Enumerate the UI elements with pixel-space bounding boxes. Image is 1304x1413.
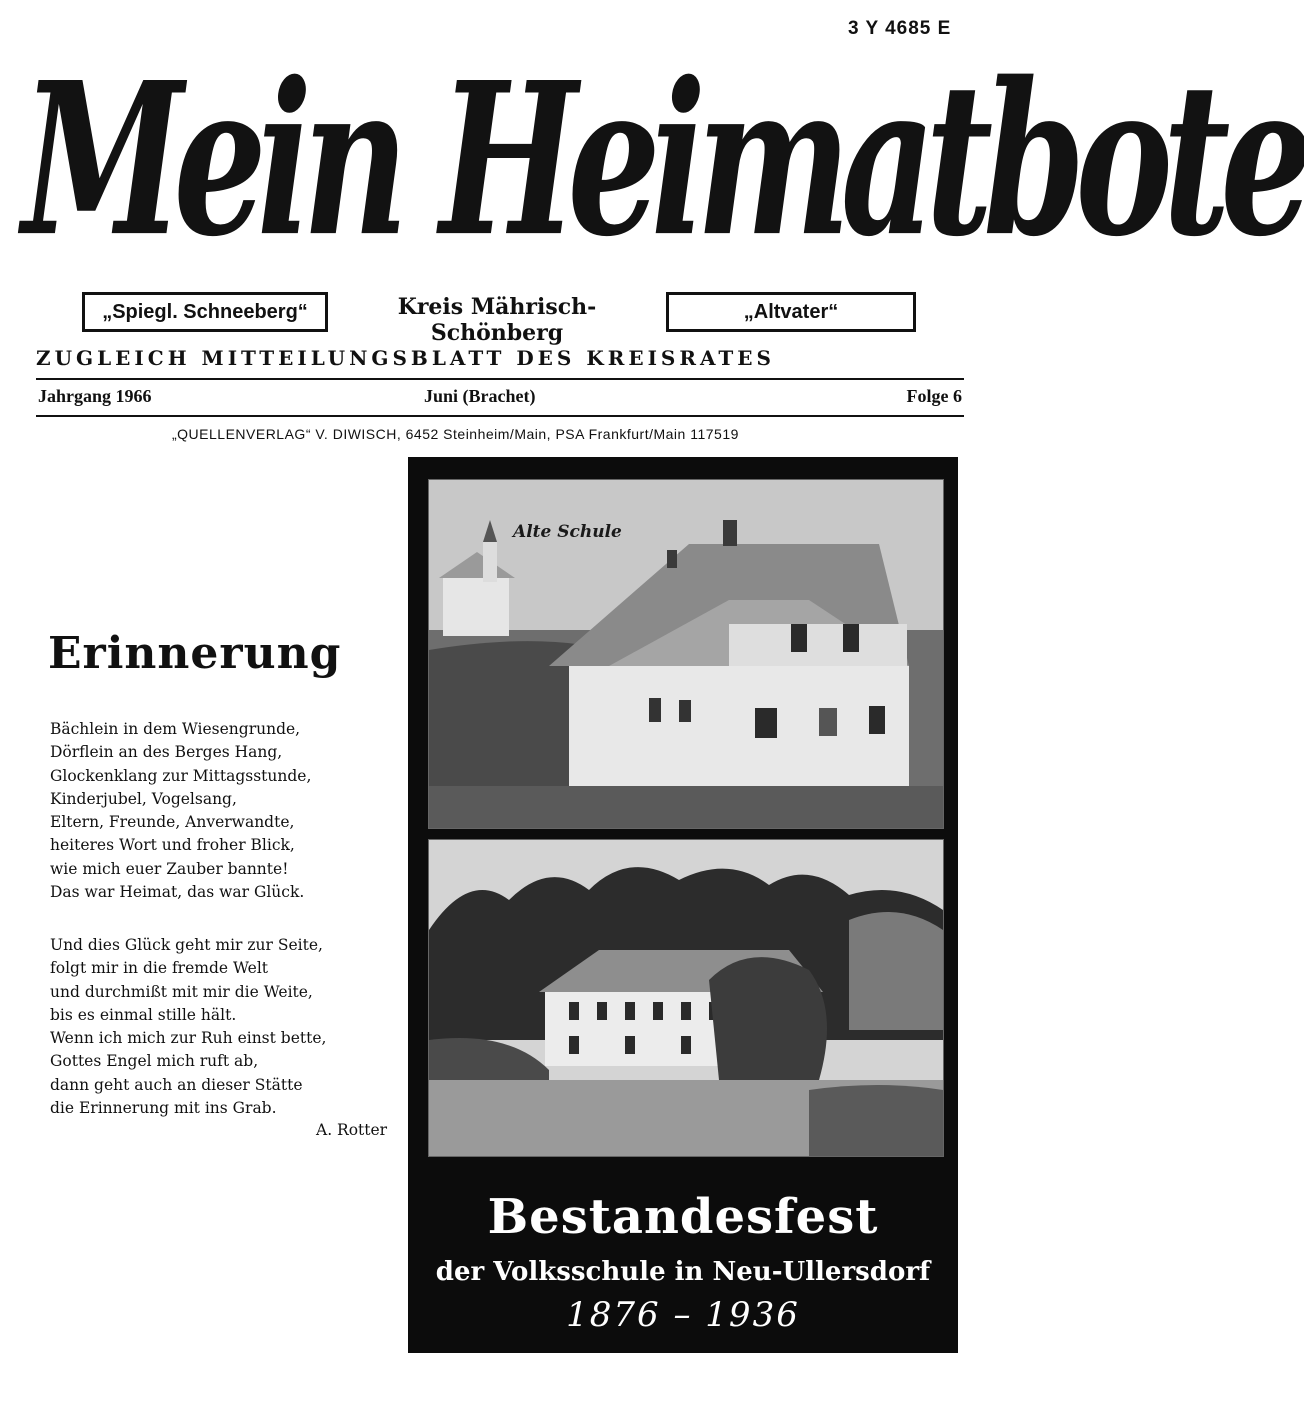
poem-line: Das war Heimat, das war Glück. xyxy=(50,883,305,902)
poem-stanza-1 xyxy=(50,718,311,904)
poem-line: Kinderjubel, Vogelsang, xyxy=(50,789,237,808)
poem-line: dann geht auch an dieser Stätte xyxy=(50,1075,303,1094)
publisher-line: „QUELLENVERLAG“ V. DIWISCH, 6452 Steinheim/Main, PSA Frankfurt/Main 117519 xyxy=(172,426,739,442)
poem-title: Erinnerung xyxy=(48,628,342,679)
poem-line: Eltern, Freunde, Anverwandte, xyxy=(50,813,295,832)
poem-line: bis es einmal stille hält. xyxy=(50,1005,237,1024)
photo-caption: Alte Schule xyxy=(513,522,622,542)
poem-author: A. Rotter xyxy=(316,1121,388,1139)
event-title: Bestandesfest xyxy=(487,1189,879,1245)
region-box-altvater: „Altvater“ xyxy=(666,292,916,332)
poem-line: Dörflein an des Berges Hang, xyxy=(50,743,283,762)
new-school-illustration xyxy=(429,840,943,1156)
masthead-subtitle: ZUGLEICH MITTEILUNGSBLATT DES KREISRATES xyxy=(36,346,775,370)
issue-month: Juni (Brachet) xyxy=(424,386,536,406)
poem-line: wie mich euer Zauber bannte! xyxy=(50,859,289,878)
issue-number: Folge 6 xyxy=(906,386,962,406)
poem-stanza-2 xyxy=(50,934,326,1120)
poem-line: und durchmißt mit mir die Weite, xyxy=(50,982,313,1001)
poem-line: Wenn ich mich zur Ruh einst bette, xyxy=(50,1029,327,1048)
masthead xyxy=(22,36,1304,283)
photo-panel xyxy=(408,457,958,1353)
event-subtitle: der Volksschule in Neu-Ullersdorf xyxy=(435,1257,931,1287)
divider-bottom xyxy=(36,415,964,417)
issue-year: Jahrgang 1966 xyxy=(38,386,152,406)
poem-line: die Erinnerung mit ins Grab. xyxy=(50,1099,277,1118)
event-years: 1876 – 1936 xyxy=(566,1295,800,1335)
masthead-title: Mein Heimatbote xyxy=(22,36,1304,283)
old-school-photo xyxy=(428,479,944,829)
new-school-photo xyxy=(428,839,944,1157)
divider-top xyxy=(36,378,964,380)
region-box-schneeberg: „Spiegl. Schneeberg“ xyxy=(82,292,328,332)
poem-line: heiteres Wort und froher Blick, xyxy=(50,836,295,855)
poem-line: folgt mir in die fremde Welt xyxy=(50,959,269,978)
old-school-illustration xyxy=(429,480,943,828)
poem-line: Und dies Glück geht mir zur Seite, xyxy=(50,936,323,954)
issue-code: 3 Y 4685 E xyxy=(848,18,952,39)
district-name: Kreis Mährisch-Schönberg xyxy=(397,294,597,346)
poem-line: Gottes Engel mich ruft ab, xyxy=(50,1052,259,1071)
poem-line: Glockenklang zur Mittagsstunde, xyxy=(50,766,312,785)
poem-line: Bächlein in dem Wiesengrunde, xyxy=(50,720,301,738)
